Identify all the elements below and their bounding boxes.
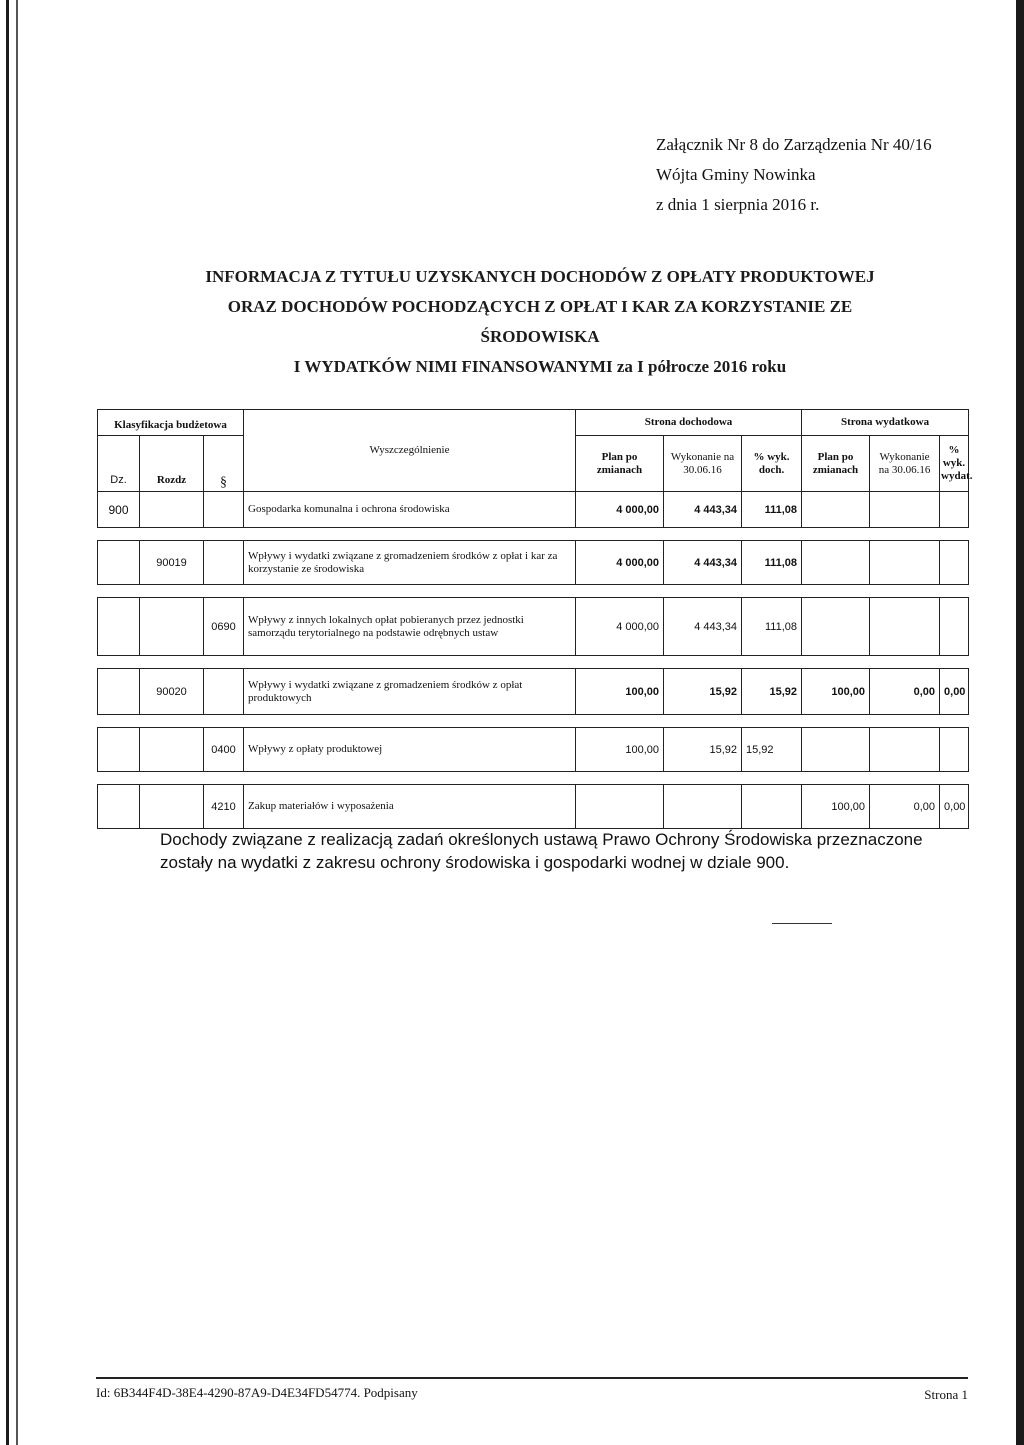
budget-table [97, 409, 973, 829]
attachment-line-3: z dnia 1 sierpnia 2016 r. [656, 195, 820, 214]
cell-dz [98, 785, 140, 829]
cell-d-wyk: 4 443,34 [664, 541, 742, 585]
cell-w-wyk [870, 598, 940, 656]
scan-edge-right [1016, 0, 1024, 1445]
cell-d-wyk: 4 443,34 [664, 492, 742, 528]
cell-par: 4210 [204, 785, 244, 829]
title-line-4: I WYDATKÓW NIMI FINANSOWANYMI za I półrocze 2016 roku [293, 357, 787, 376]
cell-w-wyk [870, 492, 940, 528]
cell-rozdz [140, 728, 204, 772]
header-rozdz: Rozdz [140, 436, 204, 492]
attachment-header [656, 130, 932, 220]
cell-d-wyk: 4 443,34 [664, 598, 742, 656]
cell-d-plan: 4 000,00 [576, 492, 664, 528]
cell-name: Wpływy i wydatki związane z gromadzeniem środków z opłat produktowych [244, 669, 576, 715]
cell-rozdz: 90020 [140, 669, 204, 715]
header-d-wykonanie: Wykonanie na 30.06.16 [664, 436, 742, 492]
cell-w-wyk: 0,00 [870, 785, 940, 829]
cell-d-plan: 4 000,00 [576, 541, 664, 585]
cell-name: Zakup materiałów i wyposażenia [244, 785, 576, 829]
cell-d-proc: 111,08 [742, 492, 802, 528]
cell-w-proc [940, 541, 969, 585]
header-d-plan: Plan po zmianach [576, 436, 664, 492]
cell-d-proc: 15,92 [742, 728, 802, 772]
cell-w-plan: 100,00 [802, 669, 870, 715]
cell-d-proc [742, 785, 802, 829]
title-line-1: INFORMACJA Z TYTUŁU UZYSKANYCH DOCHODÓW Z OPŁATY PRODUKTOWEJ [205, 267, 875, 286]
cell-w-plan [802, 492, 870, 528]
cell-name: Gospodarka komunalna i ochrona środowiska [244, 492, 576, 528]
document-id: Id: 6B344F4D-38E4-4290-87A9-D4E34FD54774. Podpisany [96, 1385, 418, 1400]
cell-dz: 900 [98, 492, 140, 528]
header-klasyfikacja: Klasyfikacja budżetowa [98, 410, 244, 436]
cell-dz [98, 598, 140, 656]
cell-w-wyk [870, 541, 940, 585]
row-spacer [98, 585, 969, 598]
cell-w-wyk [870, 728, 940, 772]
header-paragraf: § [204, 436, 244, 492]
cell-d-plan: 100,00 [576, 669, 664, 715]
cell-d-wyk [664, 785, 742, 829]
table-row [98, 728, 969, 772]
table-row [98, 598, 969, 656]
header-wyszczegolnienie: Wyszczególnienie [244, 410, 576, 492]
header-strona-wydatkowa: Strona wydatkowa [802, 410, 969, 436]
row-spacer [98, 772, 969, 785]
cell-d-proc: 111,08 [742, 598, 802, 656]
title-line-3: ŚRODOWISKA [480, 327, 600, 346]
title-line-2: ORAZ DOCHODÓW POCHODZĄCYCH Z OPŁAT I KAR ZA KORZYSTANIE ZE [227, 297, 853, 316]
signature-dash [772, 923, 832, 924]
cell-w-plan [802, 728, 870, 772]
cell-d-proc: 111,08 [742, 541, 802, 585]
document-title [120, 262, 960, 382]
page-number: Strona 1 [924, 1387, 968, 1402]
row-spacer [98, 528, 969, 541]
attachment-line-2: Wójta Gminy Nowinka [656, 165, 816, 184]
cell-w-wyk: 0,00 [870, 669, 940, 715]
table-row [98, 785, 969, 829]
row-spacer [98, 656, 969, 669]
cell-par: 0400 [204, 728, 244, 772]
cell-d-wyk: 15,92 [664, 728, 742, 772]
header-w-wykonanie: Wykonanie na 30.06.16 [870, 436, 940, 492]
cell-d-wyk: 15,92 [664, 669, 742, 715]
cell-w-proc [940, 728, 969, 772]
cell-w-proc [940, 598, 969, 656]
cell-rozdz [140, 492, 204, 528]
cell-w-plan [802, 598, 870, 656]
table-row [98, 541, 969, 585]
cell-rozdz [140, 785, 204, 829]
row-spacer [98, 715, 969, 728]
explanatory-note: Dochody związane z realizacją zadań określonych ustawą Prawo Ochrony Środowiska przeznaczone zostały na wydatki z zakresu ochrony środowiska i gospodarki wodnej w dziale 900. [160, 830, 923, 872]
cell-rozdz: 90019 [140, 541, 204, 585]
header-w-plan: Plan po zmianach [802, 436, 870, 492]
cell-dz [98, 541, 140, 585]
scan-edge-left [6, 0, 9, 1445]
cell-dz [98, 728, 140, 772]
table-row [98, 492, 969, 528]
cell-name: Wpływy i wydatki związane z gromadzeniem środków z opłat i kar za korzystanie ze środowiska [244, 541, 576, 585]
cell-rozdz [140, 598, 204, 656]
cell-dz [98, 669, 140, 715]
cell-w-plan [802, 541, 870, 585]
cell-par: 0690 [204, 598, 244, 656]
table-row [98, 669, 969, 715]
header-dz: Dz. [98, 436, 140, 492]
page-footer [96, 1377, 968, 1402]
cell-w-plan: 100,00 [802, 785, 870, 829]
cell-d-plan [576, 785, 664, 829]
header-d-proc: % wyk. doch. [742, 436, 802, 492]
attachment-line-1: Załącznik Nr 8 do Zarządzenia Nr 40/16 [656, 135, 932, 154]
cell-d-plan: 100,00 [576, 728, 664, 772]
cell-d-plan: 4 000,00 [576, 598, 664, 656]
cell-w-proc [940, 492, 969, 528]
cell-par [204, 492, 244, 528]
cell-par [204, 669, 244, 715]
cell-w-proc: 0,00 [940, 669, 969, 715]
header-strona-dochodowa: Strona dochodowa [576, 410, 802, 436]
cell-name: Wpływy z opłaty produktowej [244, 728, 576, 772]
scan-edge-left-inner [16, 0, 18, 1445]
header-w-proc: % wyk. wydat. [940, 436, 969, 492]
cell-par [204, 541, 244, 585]
cell-w-proc: 0,00 [940, 785, 969, 829]
cell-name: Wpływy z innych lokalnych opłat pobieranych przez jednostki samorządu terytorialnego na podstawie odrębnych ustaw [244, 598, 576, 656]
cell-d-proc: 15,92 [742, 669, 802, 715]
